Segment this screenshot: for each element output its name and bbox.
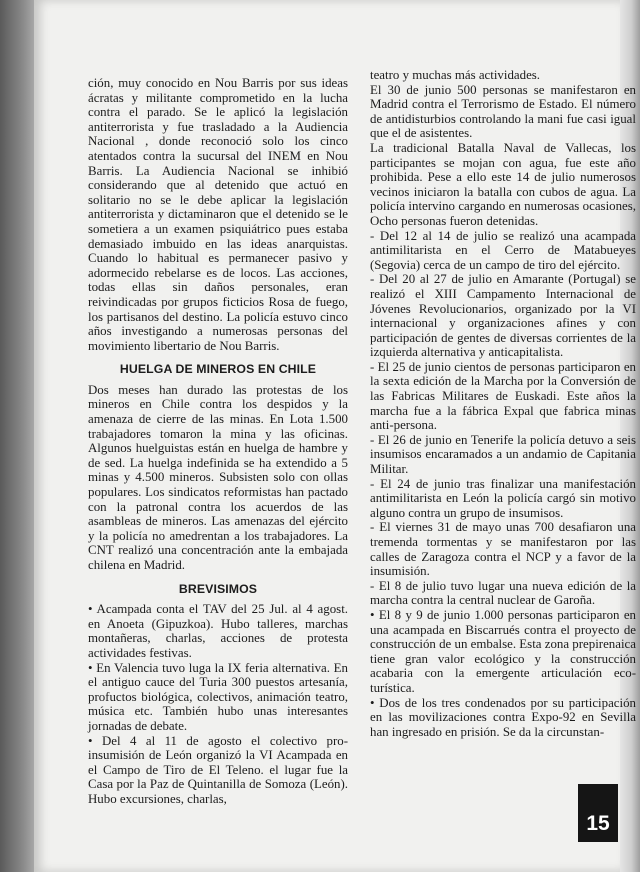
brief-item: - El 25 de junio cientos de personas participaron en la sexta edición de la Marcha por la Conversión de las Fabricas Militares de Euskadi. Este años la marcha fue a la fábrica Expal que fabrica minas anti-persona. bbox=[370, 359, 636, 433]
left-column bbox=[88, 76, 348, 807]
chile-paragraph: Dos meses han durado las protestas de los mineros en Chile contra los despidos y la amenaza de cierre de las minas. En Lota 1.500 trabajadores tomaron la mina y las oficinas. Algunos huelguistas están en huelga de hambre y de sed. La huelga indefinida se ha extendido a 5 minas y 4.500 mineros. Subsisten solo con ollas populares. Los sindicatos reformistas han pactado con la patronal contra los acuerdos de las asambleas de mineros. Las amenazas del ejército y la policía no amedrentan a los trabajadores. La CNT realizó una concentración ante la embajada chilena en Madrid. bbox=[88, 382, 348, 572]
section-heading-brevisimos: BREVISIMOS bbox=[178, 581, 258, 596]
brief-item: La tradicional Batalla Naval de Vallecas, los participantes se mojan con agua, fue este año prohibida. Pese a ello este 14 de julio numerosos vecinos iniciaron la batalla con cubos de agua. La policía intervino cargando en numerosas ocasiones, Ocho personas fueron detenidas. bbox=[370, 140, 636, 228]
brief-item: teatro y muchas más actividades. bbox=[370, 68, 541, 82]
brief-item: - Del 20 al 27 de julio en Amarante (Portugal) se realizó el XIII Campamento Internacional de Jóvenes Revolucionarios, organizado por la VI internacional y organizaciones afines y con participación de gentes de diversas corrientes de la izquierda alternativa y anticapitalista. bbox=[370, 272, 636, 360]
brief-item: - El 8 de julio tuvo lugar una nueva edición de la marcha contra la central nuclear de Garoña. bbox=[370, 578, 636, 608]
intro-paragraph: ción, muy conocido en Nou Barris por sus ideas ácratas y militante comprometido en la lucha contra el parado. Se le aplicó la legislación antiterrorista y fue trasladado a la Audiencia Nacional , donde reconoció solo los cinco atentados contra la sucursal del INEM en Nou Barris. La Audiencia Nacional se inhibió considerando que al detenido que actuó en solitario no se le debe aplicar la legislación antiterrorista y dictaminaron que el detenido se le sometiera a un examen psiquiátrico pues estaba demasiado imbuido en las ideas anarquistas. Cuando lo habitual es permanecer pasivo y adormecido rebelarse es de locos. Las acciones, todas ellas sin daños personales, eran reivindicadas por grupos ficticios Rosa de fuego, los partisanos del destino. La policía estuvo cinco años investigando a numerosas personas del movimiento libertario de Nou Barris. bbox=[88, 76, 348, 353]
page-number: 15 bbox=[578, 784, 618, 842]
brief-item: • Dos de los tres condenados por su participación en las movilizaciones contra Expo-92 en Sevilla han ingresado en prisión. Se da la circunstan- bbox=[370, 695, 636, 739]
brief-item: - El viernes 31 de mayo unas 700 desafiaron una tremenda tormentas y se manifestaron por las calles de Zaragoza contra el NCP y a favor de la insumisión. bbox=[370, 520, 636, 579]
brief-item: - El 24 de junio tras finalizar una manifestación antimilitarista en León la policía cargó sin motivo alguno contra un grupo de insumisos. bbox=[370, 476, 636, 520]
brief-item: • En Valencia tuvo luga la IX feria alternativa. En el antiguo cauce del Turia 300 puestos artesanía, profuctos biológica, colectivos, animación teatro, música etc. También hubo unas interesantes jornadas de debate. bbox=[88, 660, 348, 733]
magazine-page bbox=[34, 0, 636, 872]
brief-item: - Del 12 al 14 de julio se realizó una acampada antimilitarista en el Cerro de Matabueyes (Segovia) cerca de un campo de tiro del ejército. bbox=[370, 228, 636, 272]
brief-item: • Del 4 al 11 de agosto el colectivo pro-insumisión de León organizó la VI Acampada en el Campo de Tiro de El Teleno. el lugar fue la Casa por la Paz de Quintanilla de Somoza (León). Hubo excursiones, charlas, bbox=[88, 733, 348, 806]
right-column bbox=[370, 68, 636, 739]
brief-item: • Acampada conta el TAV del 25 Jul. al 4 agost. en Anoeta (Gipuzkoa). Hubo talleres, marchas montañeras, charlas, acciones de protesta actividades festivas. bbox=[88, 602, 348, 660]
brief-item: • El 8 y 9 de junio 1.000 personas participaron en una acampada en Biscarrués contra el proyecto de construcción de un embalse. Esta zona prepirenaica tiene gran valor ecológico y la construcción acabaria con la emergente articulación eco-turística. bbox=[370, 607, 636, 695]
brief-item: - El 26 de junio en Tenerife la policía detuvo a seis insumisos encaramados a un andamio de Capitania Militar. bbox=[370, 432, 636, 477]
section-heading-chile: HUELGA DE MINEROS EN CHILE bbox=[119, 362, 317, 377]
brief-item: El 30 de junio 500 personas se manifestaron en Madrid contra el Terrorismo de Estado. El número de antidisturbios controlando la mani fue casi igual que el de asistentes. bbox=[370, 82, 636, 141]
